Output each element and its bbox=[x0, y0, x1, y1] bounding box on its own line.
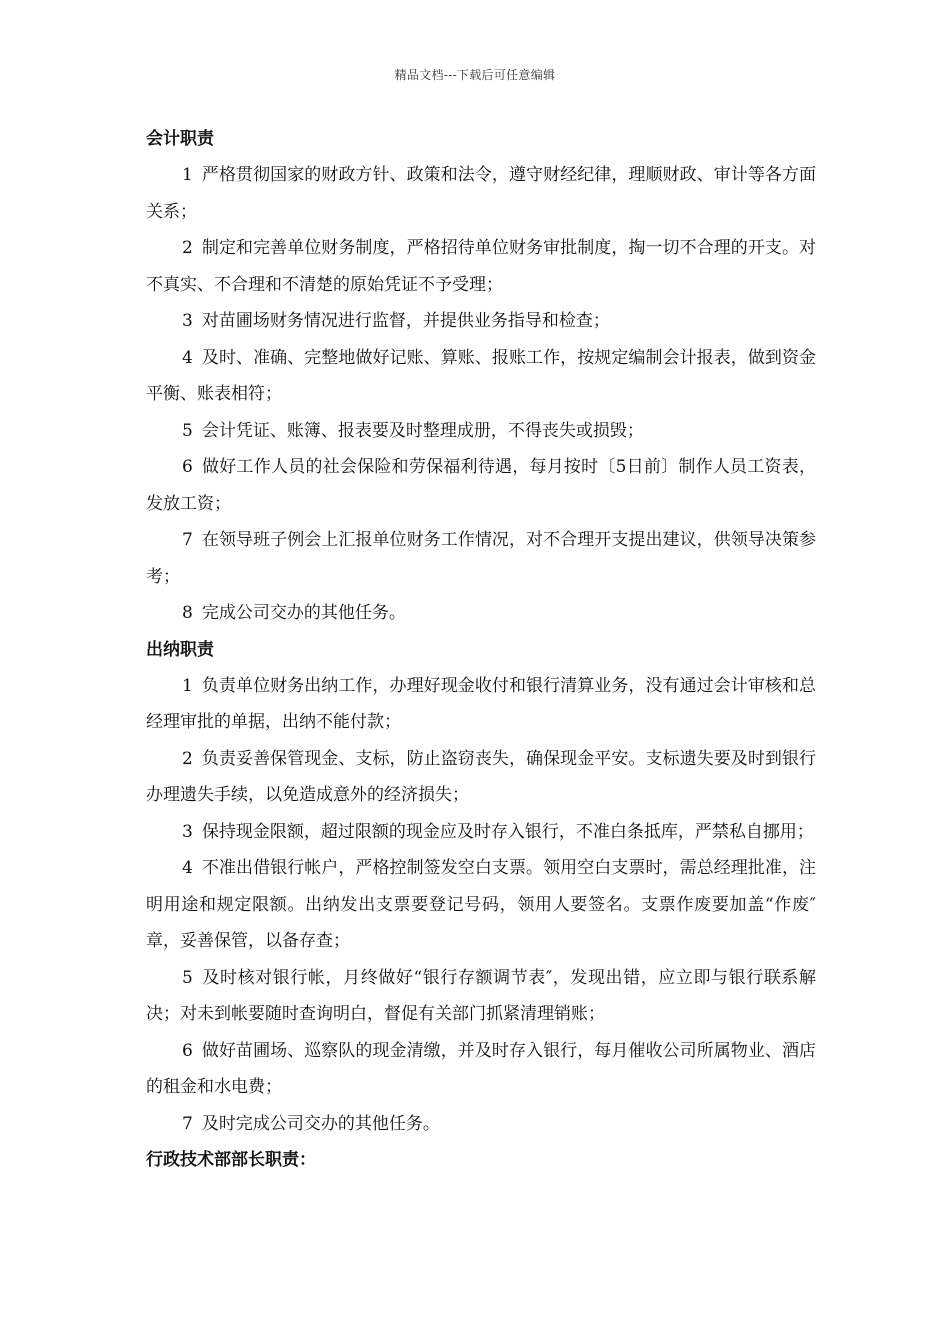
item-number: 6 bbox=[182, 1040, 193, 1061]
item-number: 4 bbox=[182, 347, 193, 368]
list-item bbox=[146, 157, 816, 230]
item-number: 7 bbox=[182, 530, 193, 550]
item-text: 对苗圃场财务情况进行监督，并提供业务指导和检查； bbox=[201, 311, 610, 331]
list-item bbox=[146, 230, 816, 303]
item-number: 1 bbox=[182, 165, 193, 185]
section-title: 会计职责 bbox=[146, 129, 214, 149]
item-text: 保持现金限额，超过限额的现金应及时存入银行，不准白条抵库，严禁私自挪用； bbox=[201, 821, 814, 842]
section-cashier bbox=[146, 632, 816, 1143]
section-admin-tech-head bbox=[146, 1142, 816, 1178]
list-item bbox=[146, 340, 816, 413]
list-item bbox=[146, 960, 816, 1033]
list-item bbox=[146, 741, 816, 814]
item-text: 及时完成公司交办的其他任务。 bbox=[201, 1113, 440, 1134]
item-text: 负责妥善保管现金、支标，防止盗窃丧失，确保现金平安。支标遗失要及时到银行办理遗失手续，以免造成意外的经济损失； bbox=[146, 748, 816, 805]
item-number: 5 bbox=[182, 420, 193, 441]
section-title: 出纳职责 bbox=[146, 639, 214, 660]
item-text: 制定和完善单位财务制度，严格招待单位财务审批制度，掏一切不合理的开支。对不真实、不合理和不清楚的原始凭证不予受理； bbox=[146, 238, 816, 295]
item-number: 1 bbox=[182, 675, 193, 696]
item-number: 7 bbox=[182, 1113, 193, 1134]
list-item bbox=[146, 850, 816, 960]
section-accounting bbox=[146, 121, 816, 632]
list-item bbox=[146, 303, 816, 340]
item-number: 3 bbox=[182, 311, 193, 331]
list-item bbox=[146, 595, 816, 632]
page-header: 精品文档---下载后可任意编辑 bbox=[394, 68, 556, 82]
item-text: 在领导班子例会上汇报单位财务工作情况，对不合理开支提出建议，供领导决策参考； bbox=[146, 530, 816, 587]
item-text: 会计凭证、账簿、报表要及时整理成册，不得丧失或损毁； bbox=[201, 420, 644, 441]
item-number: 8 bbox=[182, 603, 193, 623]
list-item bbox=[146, 1106, 816, 1143]
item-number: 2 bbox=[182, 238, 193, 258]
item-text: 严格贯彻国家的财政方针、政策和法令，遵守财经纪律，理顺财政、审计等各方面关系； bbox=[146, 165, 816, 222]
item-number: 5 bbox=[182, 967, 193, 988]
list-item bbox=[146, 413, 816, 450]
item-text: 不准出借银行帐户，严格控制签发空白支票。领用空白支票时，需总经理批准，注明用途和规定限额。出纳发出支票要登记号码，领用人要签名。支票作废要加盖“作废″章，妥善保管，以备存查； bbox=[146, 858, 816, 951]
item-text: 及时核对银行帐，月终做好“银行存额调节表″，发现出错，应立即与银行联系解决；对未到帐要随时查询明白，督促有关部门抓紧清理销账； bbox=[146, 967, 816, 1024]
list-item bbox=[146, 449, 816, 522]
list-item bbox=[146, 1033, 816, 1106]
item-text: 负责单位财务出纳工作，办理好现金收付和银行清算业务，没有通过会计审核和总经理审批的单据，出纳不能付款； bbox=[146, 675, 816, 732]
item-text: 及时、准确、完整地做好记账、算账、报账工作，按规定编制会计报表，做到资金平衡、账表相符； bbox=[146, 347, 816, 404]
list-item bbox=[146, 668, 816, 741]
item-text: 做好工作人员的社会保险和劳保福利待遇，每月按时〔5日前〕制作人员工资表，发放工资； bbox=[146, 457, 816, 514]
item-number: 3 bbox=[182, 821, 193, 842]
list-item bbox=[146, 522, 816, 595]
item-number: 4 bbox=[182, 858, 193, 878]
item-number: 6 bbox=[182, 457, 193, 477]
item-text: 做好苗圃场、巡察队的现金清缴，并及时存入银行，每月催收公司所属物业、酒店的租金和水电费； bbox=[146, 1040, 816, 1097]
document-body bbox=[146, 121, 816, 1178]
item-number: 2 bbox=[182, 748, 193, 769]
list-item bbox=[146, 814, 816, 851]
section-title: 行政技术部部长职责： bbox=[146, 1150, 316, 1170]
item-text: 完成公司交办的其他任务。 bbox=[201, 603, 406, 623]
